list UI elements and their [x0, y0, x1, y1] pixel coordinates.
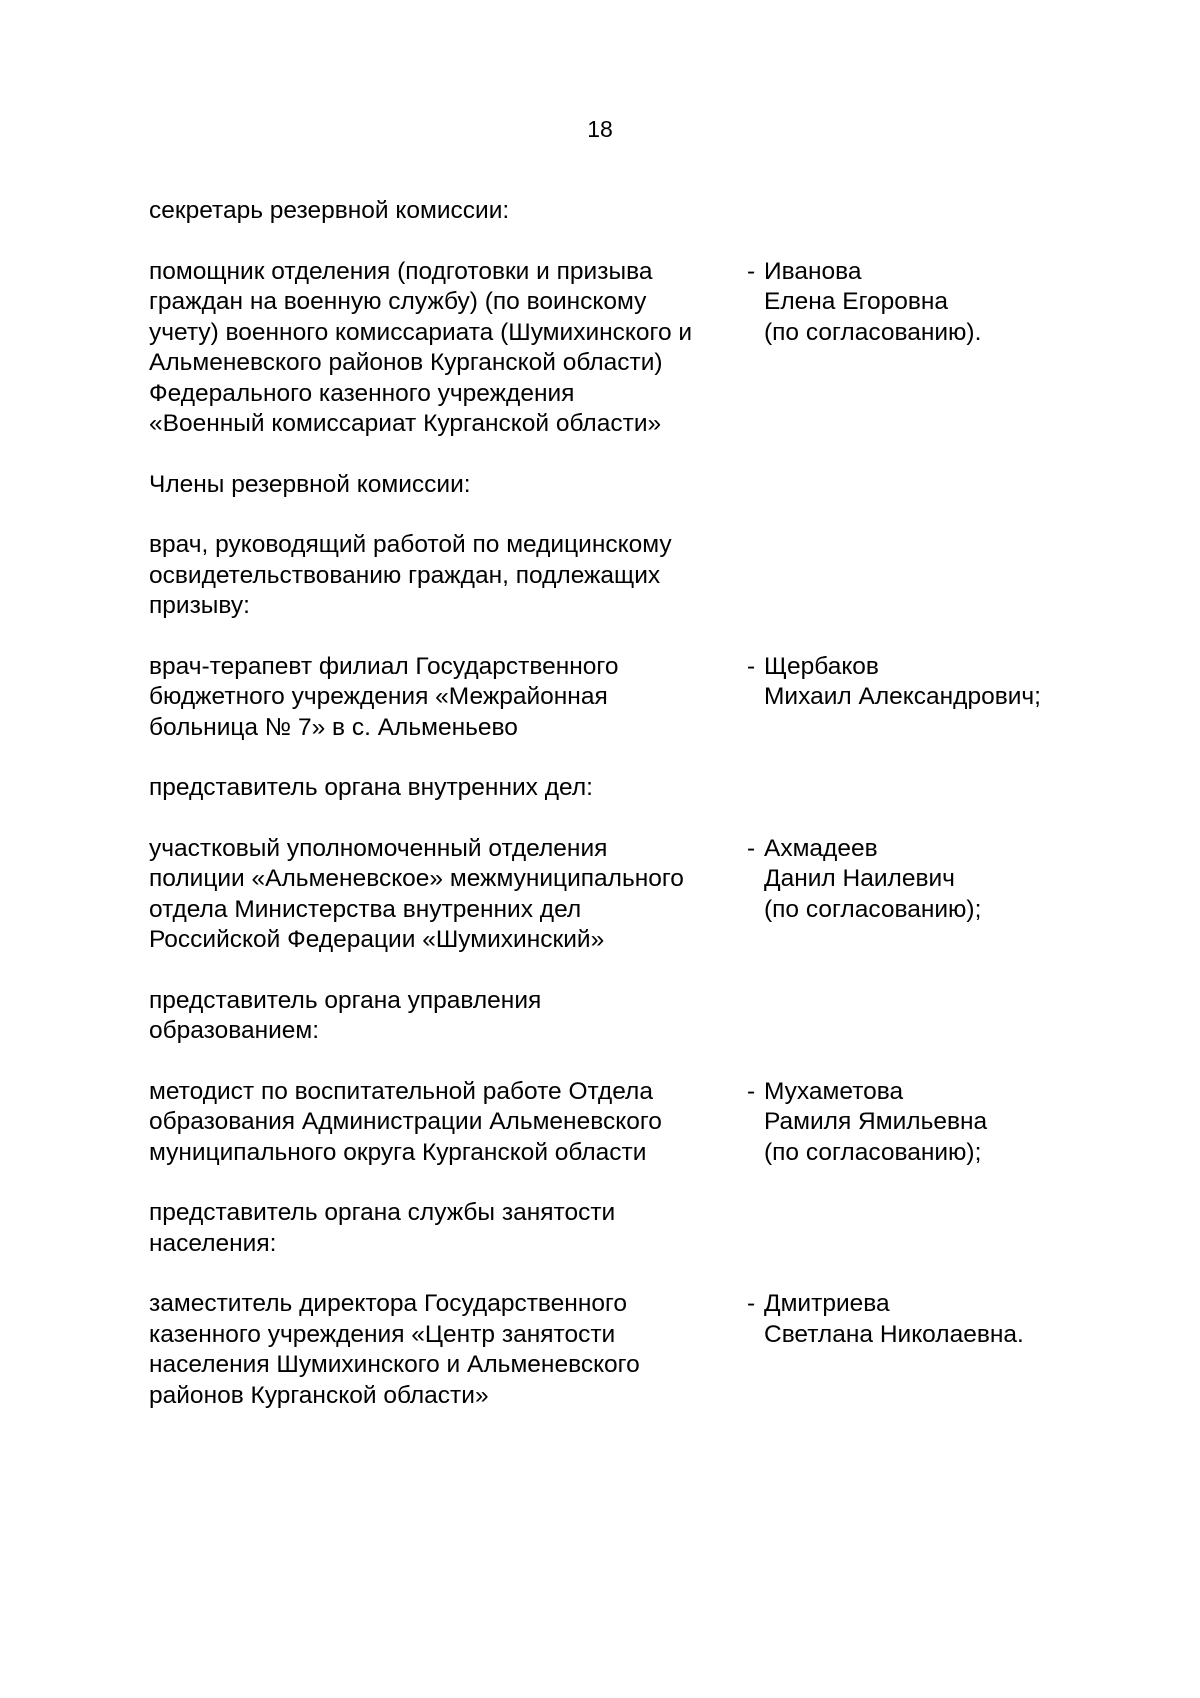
section-heading [149, 773, 709, 804]
position-line: врач-терапевт филиал Государственного [149, 652, 619, 680]
position-line: муниципального округа Курганской области [149, 1138, 647, 1166]
member-name [747, 1077, 1069, 1169]
position-line: больница № 7» в с. Альменьево [149, 713, 518, 741]
name-line: Мухаметова [764, 1077, 904, 1105]
member-entry [149, 1289, 1069, 1411]
position-line: заместитель директора Государственного [149, 1290, 628, 1317]
member-name [747, 257, 1069, 440]
position-line: помощник отделения (подготовки и призыва [149, 257, 653, 285]
section-heading [149, 196, 709, 227]
member-name [747, 834, 1069, 956]
position-line: Альменевского районов Курганской области) [149, 349, 663, 376]
dash-marker: - [747, 1077, 756, 1105]
name-line: Ахмадеев [764, 834, 878, 862]
position-line: казенного учреждения «Центр занятости [149, 1320, 616, 1348]
position-line: образования Администрации Альменевского [149, 1108, 662, 1135]
position-line: «Военный комиссариат Курганской области» [149, 410, 662, 437]
member-entry [149, 257, 1069, 440]
section-heading [149, 470, 709, 501]
section-heading [149, 530, 709, 622]
dash-marker: - [747, 257, 756, 285]
page-number: 18 [587, 116, 613, 142]
position-line: полиции «Альменевское» межмуниципального [149, 865, 684, 892]
position-line: методист по воспитательной работе Отдела [149, 1077, 653, 1105]
member-entry [149, 1077, 1069, 1169]
name-line: Светлана Николаевна. [764, 1320, 1024, 1348]
member-position [149, 652, 747, 744]
section-heading [149, 1198, 709, 1259]
position-line: населения Шумихинского и Альменевского [149, 1351, 640, 1378]
position-line: Российской Федерации «Шумихинский» [149, 926, 605, 953]
heading-line: Члены резервной комиссии: [149, 470, 471, 498]
member-entry [149, 834, 1069, 956]
position-line: бюджетного учреждения «Межрайонная [149, 683, 608, 710]
name-line: Данил Наилевич [764, 865, 955, 892]
heading-line: призыву: [149, 592, 250, 619]
heading-line: представитель органа управления [149, 986, 542, 1014]
heading-line: представитель органа внутренних дел: [149, 774, 593, 801]
dash-marker: - [747, 834, 756, 862]
position-line: участковый уполномоченный отделения [149, 834, 608, 862]
name-line: (по согласованию); [764, 1138, 982, 1166]
position-line: районов Курганской области» [149, 1381, 489, 1409]
name-line: Елена Егоровна [764, 288, 949, 315]
name-line: (по согласованию). [764, 318, 982, 346]
name-line: Дмитриева [764, 1290, 890, 1317]
heading-line: образованием: [149, 1017, 320, 1044]
section-heading [149, 986, 709, 1047]
name-line: Рамиля Ямильевна [764, 1108, 988, 1135]
dash-marker: - [747, 1290, 756, 1317]
member-entry [149, 652, 1069, 744]
heading-line: освидетельствованию граждан, подлежащих [149, 561, 661, 589]
name-line: Щербаков [764, 652, 879, 680]
heading-line: секретарь резервной комиссии: [149, 197, 510, 224]
position-line: Федерального казенного учреждения [149, 379, 575, 407]
name-line: (по согласованию); [764, 895, 982, 923]
position-line: учету) военного комиссариата (Шумихинского и [149, 318, 693, 346]
member-name [747, 652, 1069, 744]
position-line: отдела Министерства внутренних дел [149, 895, 582, 923]
member-name [747, 1289, 1069, 1411]
heading-line: врач, руководящий работой по медицинскому [149, 531, 672, 558]
position-line: граждан на военную службу) (по воинскому [149, 288, 647, 315]
dash-marker: - [747, 652, 756, 680]
member-position [149, 834, 747, 956]
name-line: Иванова [764, 257, 862, 285]
heading-line: населения: [149, 1229, 277, 1257]
heading-line: представитель органа службы занятости [149, 1199, 616, 1226]
member-position [149, 257, 747, 440]
member-position [149, 1077, 747, 1169]
name-line: Михаил Александрович; [764, 683, 1041, 710]
document-body [149, 196, 1069, 1441]
member-position [149, 1289, 747, 1411]
